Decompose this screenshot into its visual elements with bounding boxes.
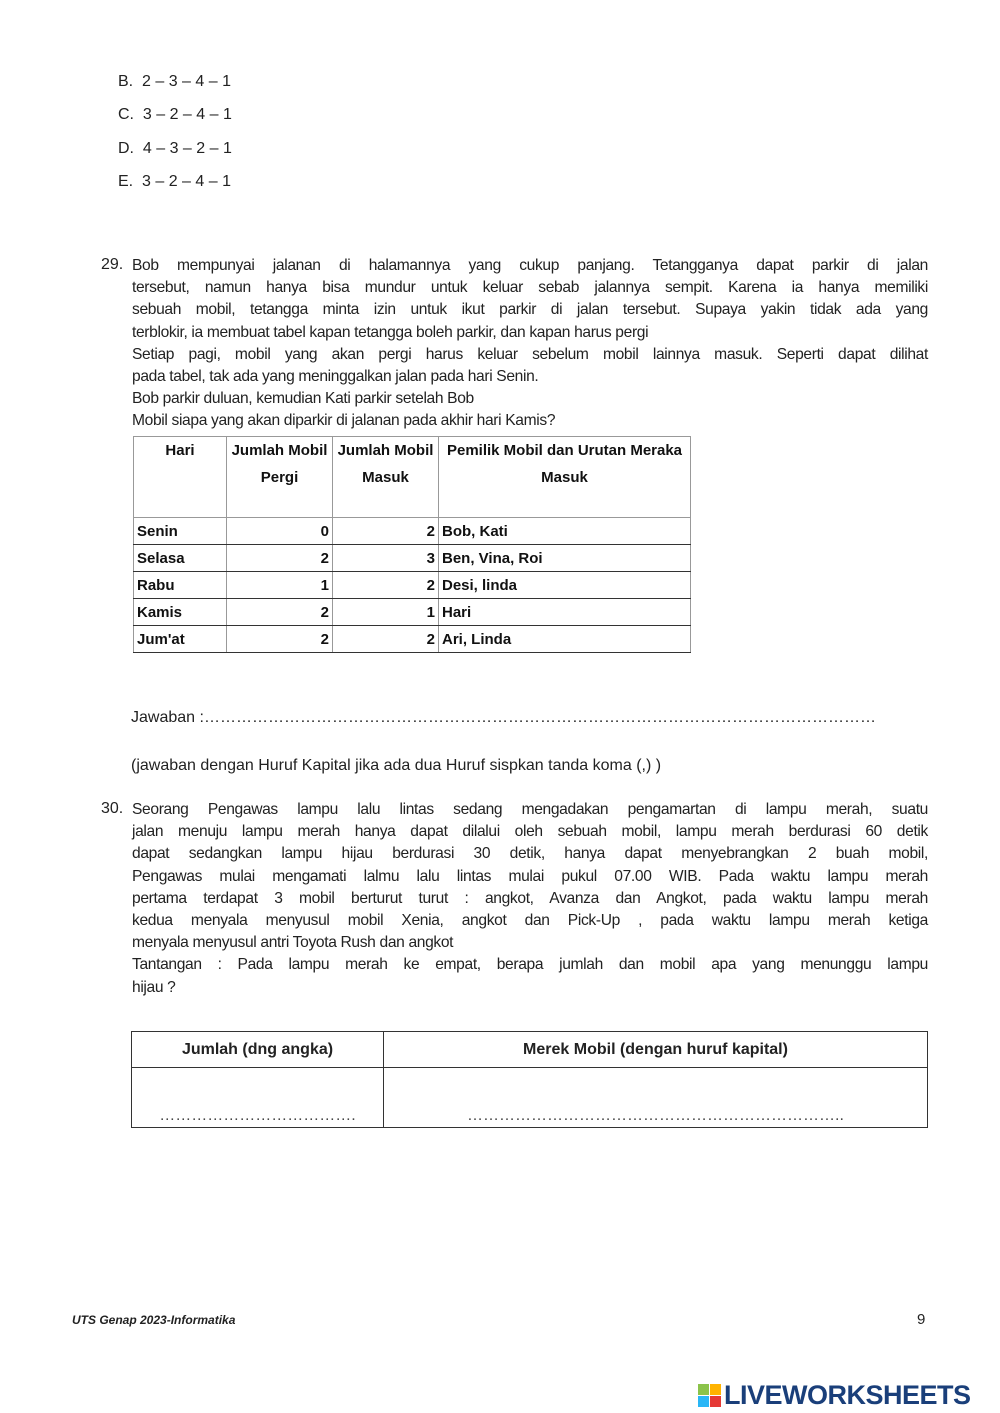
- answer-note: (jawaban dengan Huruf Kapital jika ada dua Huruf sispkan tanda koma (,) ): [131, 757, 662, 774]
- text-line: kedua menyala menyusul mobil Xenia, angkot dan Pick-Up , pada waktu lampu merah ketiga: [132, 911, 928, 929]
- text-line: Setiap pagi, mobil yang akan pergi harus keluar sebelum mobil lainnya masuk. Seperti dapat dilihat: [132, 345, 928, 363]
- footer-title: UTS Genap 2023-Informatika: [72, 1313, 236, 1327]
- question-29-text: [132, 255, 928, 433]
- header-masuk: Jumlah Mobil Masuk: [333, 437, 439, 518]
- logo-text: LIVEWORKSHEETS: [724, 1380, 971, 1410]
- day-cell: Kamis: [134, 599, 227, 626]
- day-cell: Rabu: [134, 572, 227, 599]
- text-line: Bob parkir duluan, kemudian Kati parkir setelah Bob: [132, 390, 474, 408]
- header-merek: Merek Mobil (dengan huruf kapital): [384, 1032, 928, 1068]
- text-line: Mobil siapa yang akan diparkir di jalanan pada akhir hari Kamis?: [132, 412, 556, 430]
- leaving-cell: 1: [227, 572, 333, 599]
- answer-table-30: [131, 1031, 928, 1128]
- text-line: sebuah mobil, tetangga minta izin untuk ikut parkir di jalan tersebut. Supaya yakin tidak ada yang: [132, 301, 928, 319]
- option-letter: B.: [118, 73, 134, 90]
- parking-table: [133, 436, 691, 653]
- day-cell: Senin: [134, 518, 227, 545]
- text-line: Pengawas mulai mengamati lalmu lalu lintas mulai pukul 07.00 WIB. Pada waktu lampu merah: [132, 867, 928, 885]
- question-29-number: 29.: [101, 256, 124, 273]
- text-line: tersebut, namun hanya bisa mundur untuk keluar sebab jalannya sempit. Karena ia hanya memiliki: [132, 279, 928, 297]
- table-row: [134, 626, 691, 653]
- option-value: 2 – 3 – 4 – 1: [142, 73, 231, 90]
- header-pemilik: Pemilik Mobil dan Urutan Meraka Masuk: [439, 437, 691, 518]
- entering-cell: 1: [333, 599, 439, 626]
- leaving-cell: 2: [227, 626, 333, 653]
- option-letter: C.: [118, 106, 134, 124]
- option-value: 3 – 2 – 4 – 1: [142, 172, 231, 190]
- text-line: hijau ?: [132, 978, 176, 996]
- text-line: Tantangan : Pada lampu merah ke empat, berapa jumlah dan mobil apa yang menunggu lampu: [132, 956, 928, 974]
- header-jumlah: Jumlah (dng angka): [132, 1032, 384, 1068]
- header-pergi: Jumlah Mobil Pergi: [227, 437, 333, 518]
- text-line: terblokir, ia membuat tabel kapan tetangga boleh parkir, dan kapan harus pergi: [132, 323, 649, 341]
- option-letter: E.: [118, 172, 134, 190]
- text-line: Seorang Pengawas lampu lalu lintas sedang mengadakan pengamartan di lampu merah, suatu: [132, 801, 928, 818]
- owners-cell: Ben, Vina, Roi: [439, 545, 691, 572]
- header-hari: Hari: [134, 437, 227, 518]
- answer-field-29[interactable]: Jawaban :………………………………………………………………………………………………………………: [131, 709, 876, 726]
- question-30-number: 30.: [101, 800, 124, 817]
- text-line: jalan menuju lampu merah hanya dapat dilalui oleh sebuah mobil, lampu merah berdurasi 60 detik: [132, 823, 928, 841]
- entering-cell: 3: [333, 545, 439, 572]
- option-value: 4 – 3 – 2 – 1: [142, 139, 232, 157]
- owners-cell: Ari, Linda: [439, 626, 691, 653]
- entering-cell: 2: [333, 572, 439, 599]
- text-line: pertama terdapat 3 mobil berturut turut : angkot, Avanza dan Angkot, pada waktu lampu merah: [132, 889, 928, 907]
- leaving-cell: 2: [227, 599, 333, 626]
- day-cell: Jum'at: [134, 626, 227, 653]
- entering-cell: 2: [333, 518, 439, 545]
- text-line: pada tabel, tak ada yang meninggalkan jalan pada hari Senin.: [132, 367, 539, 385]
- table-row: [134, 545, 691, 572]
- owners-cell: Hari: [439, 599, 691, 626]
- answer-option: [118, 140, 232, 158]
- leaving-cell: 0: [227, 518, 333, 545]
- liveworksheets-logo: [698, 1380, 971, 1411]
- merek-input[interactable]: ……………………………………………………………..: [384, 1068, 928, 1128]
- table-row: [134, 518, 691, 545]
- text-line: dapat sedangkan lampu hijau berdurasi 30 detik, hanya dapat menyebrangkan 2 buah mobil,: [132, 845, 928, 863]
- answer-option: [118, 173, 231, 191]
- text-line: menyala menyusul antri Toyota Rush dan angkot: [132, 934, 454, 952]
- table-row: [134, 599, 691, 626]
- answer-option: [118, 73, 231, 91]
- leaving-cell: 2: [227, 545, 333, 572]
- option-value: 3 – 2 – 4 – 1: [142, 106, 232, 124]
- option-letter: D.: [118, 139, 134, 157]
- answer-option: [118, 106, 232, 124]
- owners-cell: Bob, Kati: [439, 518, 691, 545]
- page-number: 9: [917, 1311, 926, 1328]
- day-cell: Selasa: [134, 545, 227, 572]
- logo-icon: [698, 1384, 721, 1407]
- text-line: Bob mempunyai jalanan di halamannya yang cukup panjang. Tetangganya dapat parkir di jalan: [132, 257, 928, 274]
- jumlah-input[interactable]: ……………………………….: [132, 1068, 384, 1128]
- owners-cell: Desi, linda: [439, 572, 691, 599]
- entering-cell: 2: [333, 626, 439, 653]
- question-30-text: [132, 799, 928, 999]
- table-row: [134, 572, 691, 599]
